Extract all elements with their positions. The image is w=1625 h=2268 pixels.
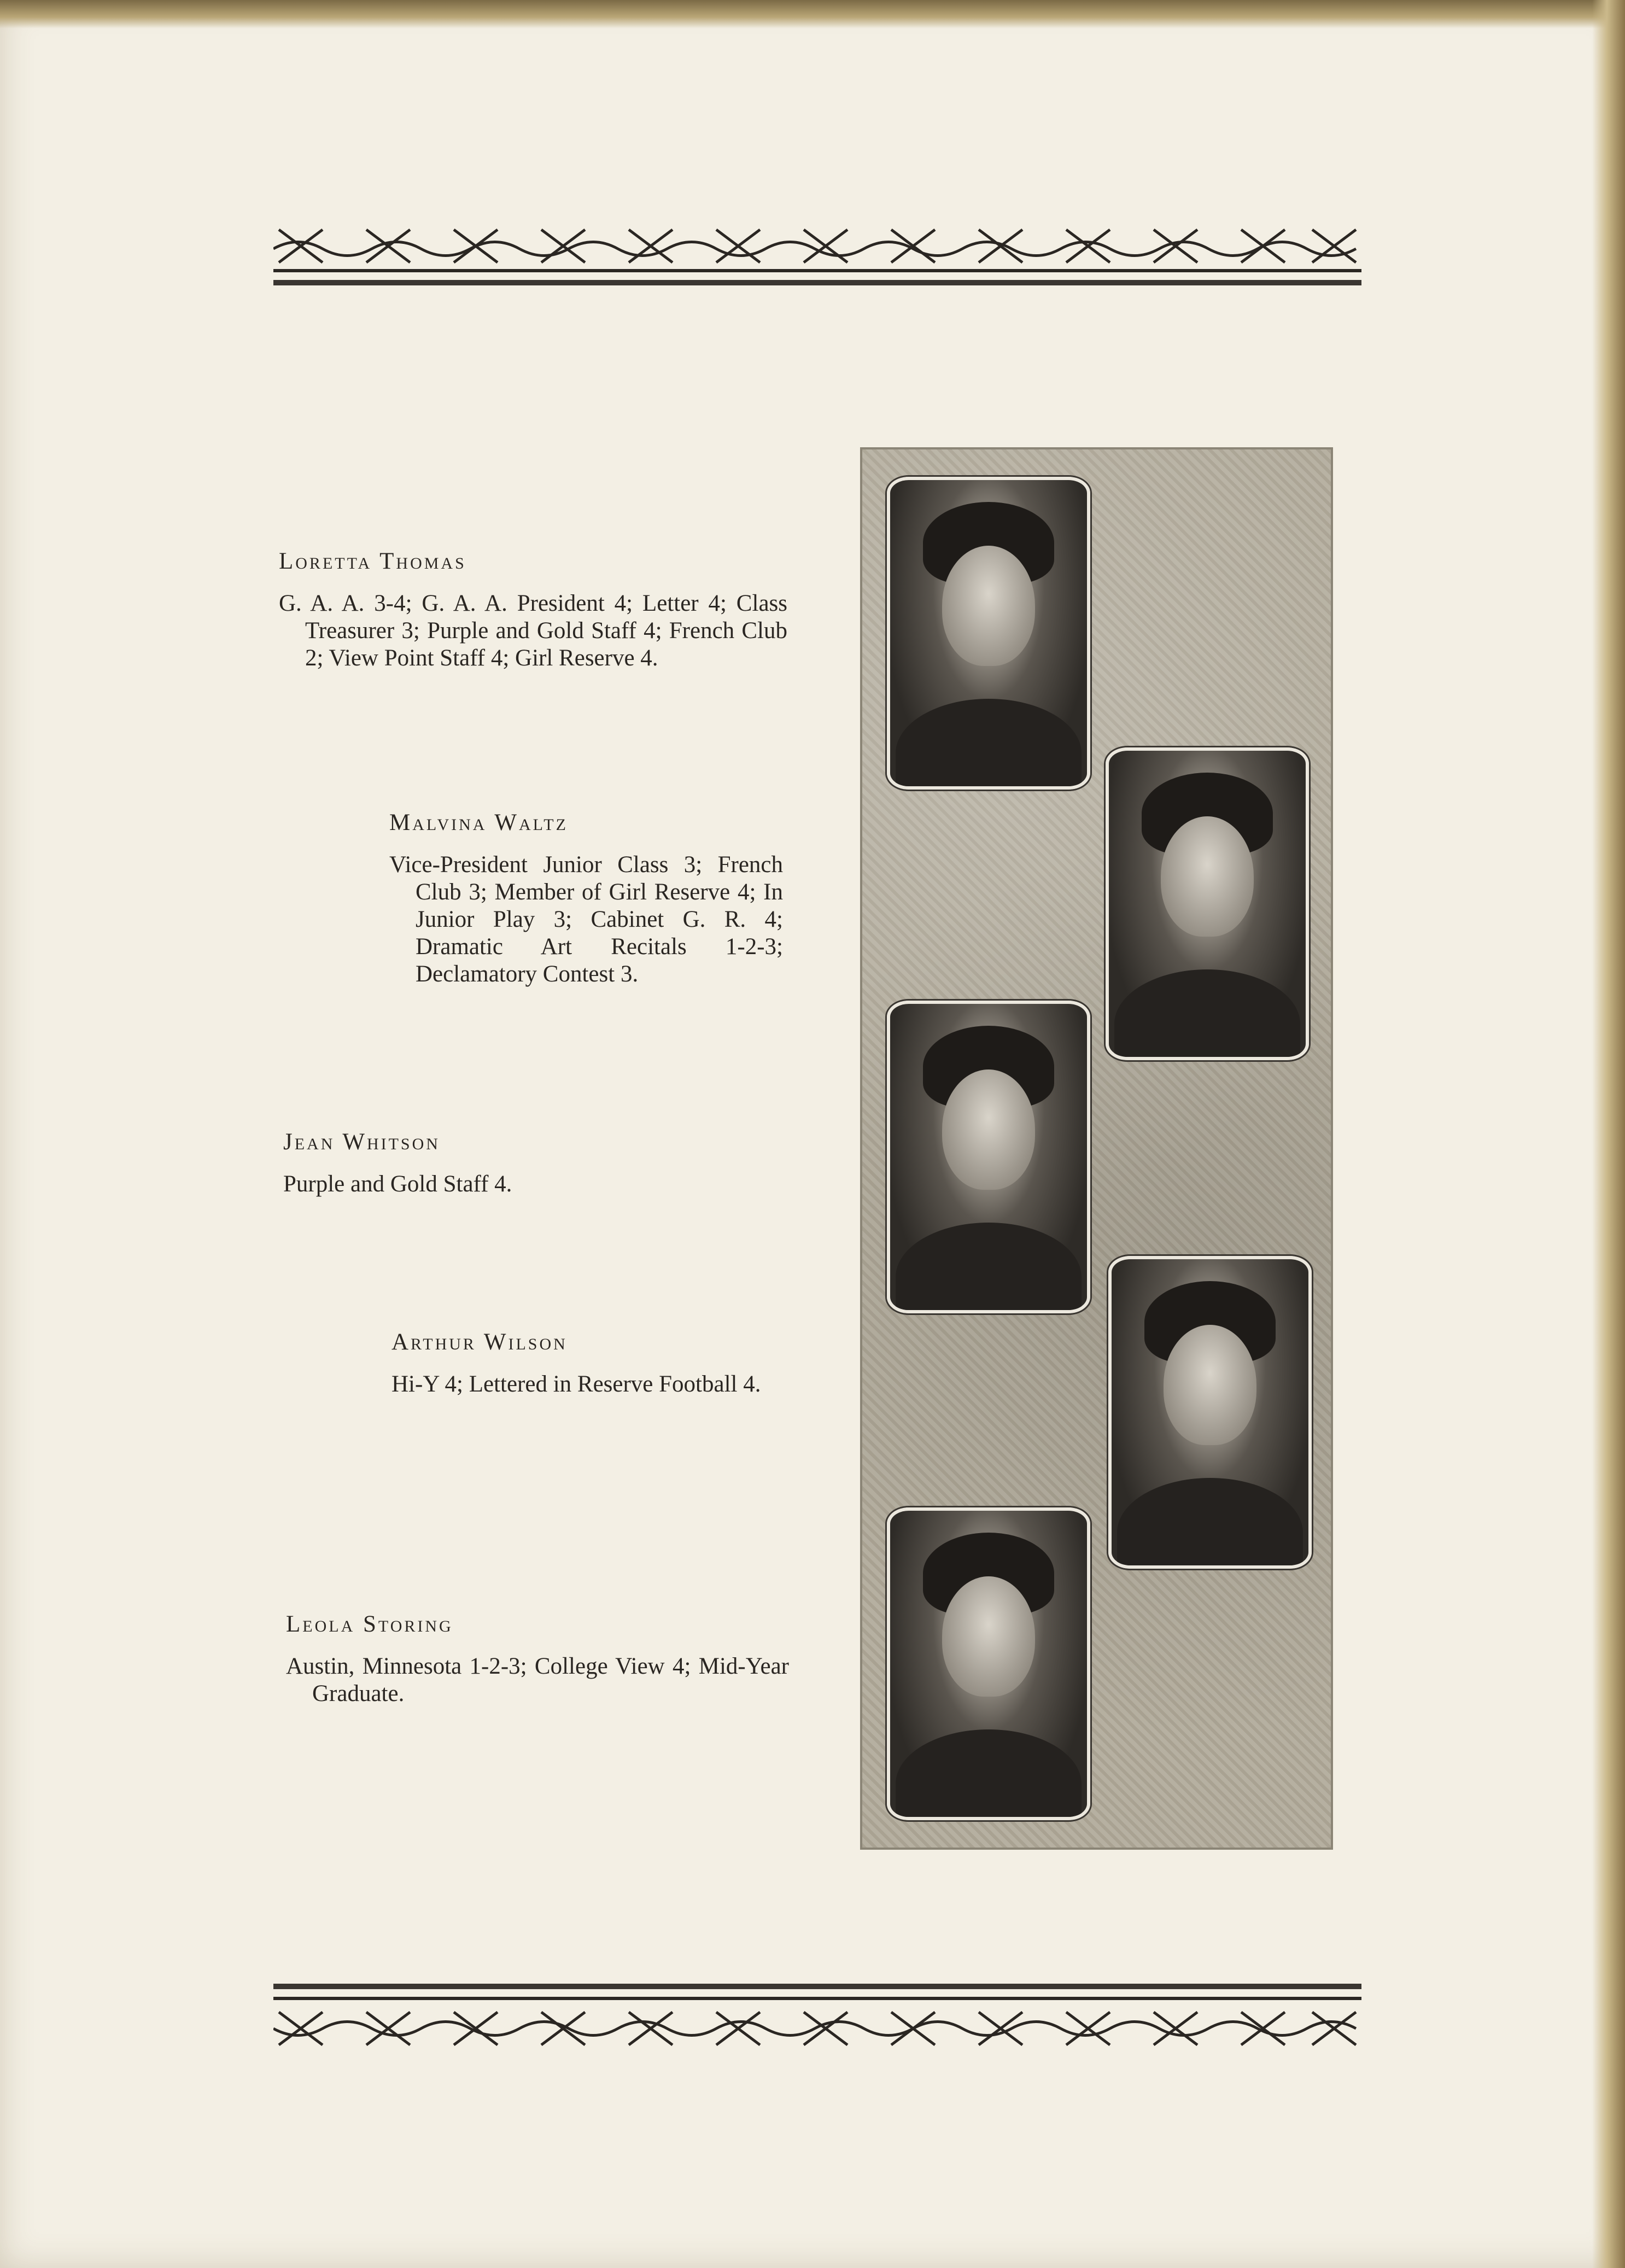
portrait-photo-jean-whitson	[887, 1001, 1090, 1313]
entry-arthur-wilson	[391, 1329, 785, 1398]
face-shape	[1164, 1325, 1256, 1445]
student-activities: Hi-Y 4; Lettered in Reserve Football 4.	[391, 1371, 761, 1397]
face-shape	[942, 1069, 1035, 1190]
entry-malvina-waltz	[389, 809, 783, 988]
student-name: Loretta Thomas	[279, 548, 466, 574]
student-activities: Vice-President Junior Class 3; French Club 3; Member of Girl Reserve 4; In Junior Play 3; Cabinet G. R. 4; Dramatic Art Recitals 1-2-3; Declamatory Contest 3.	[389, 852, 783, 987]
shoulders-shape	[896, 699, 1082, 790]
student-activities: G. A. A. 3-4; G. A. A. President 4; Letter 4; Class Treasurer 3; Purple and Gold Staff 4; French Club 2; View Point Staff 4; Girl Reserve 4.	[279, 591, 787, 671]
portrait-photo-malvina-waltz	[1106, 747, 1309, 1060]
shoulders-shape	[1117, 1478, 1303, 1569]
page-top-edge	[0, 0, 1625, 28]
portrait-photo-arthur-wilson	[1108, 1256, 1312, 1569]
student-activities: Purple and Gold Staff 4.	[283, 1171, 512, 1197]
portrait-photo-loretta-thomas	[887, 477, 1090, 790]
portrait-panel	[860, 447, 1333, 1850]
shoulders-shape	[1114, 969, 1300, 1060]
entry-leola-storing	[286, 1611, 789, 1708]
face-shape	[942, 1576, 1035, 1697]
student-name: Arthur Wilson	[391, 1329, 568, 1355]
face-shape	[1161, 816, 1254, 937]
student-name: Jean Whitson	[283, 1129, 440, 1155]
shoulders-shape	[896, 1729, 1082, 1820]
bottom-decorative-border	[273, 1979, 1361, 2056]
student-name: Leola Storing	[286, 1611, 453, 1637]
student-name: Malvina Waltz	[389, 810, 568, 835]
portrait-photo-leola-storing	[887, 1507, 1090, 1820]
student-activities: Austin, Minnesota 1-2-3; College View 4; Mid-Year Graduate.	[286, 1653, 789, 1706]
entry-jean-whitson	[283, 1129, 775, 1198]
shoulders-shape	[896, 1223, 1082, 1313]
face-shape	[942, 546, 1035, 666]
page-right-edge	[1592, 0, 1625, 2268]
top-decorative-border	[273, 219, 1361, 295]
entry-loretta-thomas	[279, 548, 787, 672]
